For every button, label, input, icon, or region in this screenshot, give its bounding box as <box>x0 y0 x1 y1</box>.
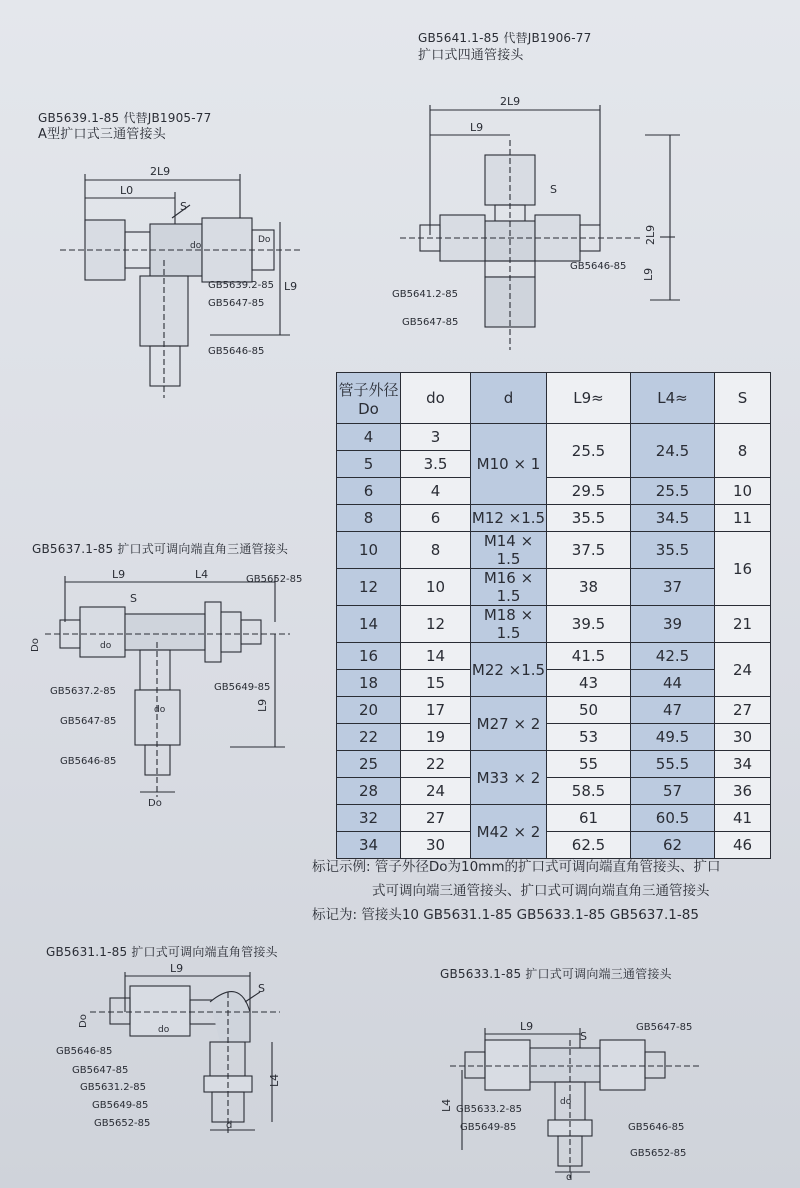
cell-do: 19 <box>401 724 471 751</box>
cell-d: M33 × 2 <box>471 751 547 805</box>
cell-L9: 41.5 <box>547 643 631 670</box>
cell-d: M14 × 1.5 <box>471 532 547 569</box>
standard-number: GB5641.1-85 代替JB1906-77 <box>418 31 592 45</box>
header-d: d <box>471 373 547 424</box>
drawing-title: GB5631.1-85 扩口式可调向端直角管接头 <box>46 945 278 959</box>
dim-label: L4 <box>440 1098 453 1112</box>
cell-L4: 44 <box>631 670 715 697</box>
cell-L4: 57 <box>631 778 715 805</box>
cell-Do: 25 <box>337 751 401 778</box>
dim-label: do <box>158 1025 170 1035</box>
header-S: S <box>715 373 771 424</box>
cell-S: 34 <box>715 751 771 778</box>
part-label: GB5646-85 <box>208 346 265 357</box>
part-label: GB5649-85 <box>460 1122 517 1133</box>
cell-L4: 42.5 <box>631 643 715 670</box>
dim-label: 2L9 <box>500 95 521 108</box>
cell-L4: 35.5 <box>631 532 715 569</box>
cell-L9: 62.5 <box>547 832 631 859</box>
cell-L4: 37 <box>631 569 715 606</box>
cell-L9: 53 <box>547 724 631 751</box>
cell-L9: 58.5 <box>547 778 631 805</box>
cell-L9: 61 <box>547 805 631 832</box>
cell-L4: 24.5 <box>631 424 715 478</box>
dim-label: S <box>580 1030 587 1043</box>
adjustable-elbow-tee-drawing <box>30 562 320 812</box>
header-Do: 管子外径 Do <box>337 373 401 424</box>
drawing-title: 扩口式四通管接头 <box>418 48 524 63</box>
cell-do: 15 <box>401 670 471 697</box>
cell-do: 30 <box>401 832 471 859</box>
cell-do: 27 <box>401 805 471 832</box>
cell-L4: 49.5 <box>631 724 715 751</box>
marking-example: 标记示例: 管子外径Do为10mm的扩口式可调向端直角管接头、扩口 <box>312 859 721 875</box>
cell-L9: 37.5 <box>547 532 631 569</box>
cell-Do: 22 <box>337 724 401 751</box>
cell-Do: 34 <box>337 832 401 859</box>
dim-label: S <box>180 200 187 213</box>
cell-do: 3.5 <box>401 451 471 478</box>
cell-S: 10 <box>715 478 771 505</box>
standard-number: GB5639.1-85 代替JB1905-77 <box>38 111 212 125</box>
cell-do: 22 <box>401 751 471 778</box>
part-label: GB5649-85 <box>92 1100 149 1111</box>
dimensions-table <box>336 372 771 859</box>
cell-L9: 35.5 <box>547 505 631 532</box>
cell-do: 8 <box>401 532 471 569</box>
part-label: GB5647-85 <box>72 1065 129 1076</box>
part-label: GB5652-85 <box>630 1148 687 1159</box>
cell-do: 6 <box>401 505 471 532</box>
marking-designation: 标记为: 管接头10 GB5631.1-85 GB5633.1-85 GB5637.1-85 <box>312 907 699 923</box>
cell-do: 24 <box>401 778 471 805</box>
dim-label: L9 <box>284 280 298 293</box>
cell-S: 8 <box>715 424 771 478</box>
cell-L4: 39 <box>631 606 715 643</box>
cell-L9: 43 <box>547 670 631 697</box>
dim-label: S <box>258 982 265 995</box>
part-label: GB5647-85 <box>636 1022 693 1033</box>
dim-label: L9 <box>520 1020 534 1033</box>
dim-label: L9 <box>470 121 484 134</box>
cell-S: 36 <box>715 778 771 805</box>
cell-L4: 34.5 <box>631 505 715 532</box>
part-label: GB5647-85 <box>208 298 265 309</box>
dim-label: L4 <box>195 568 209 581</box>
part-label: GB5646-85 <box>628 1122 685 1133</box>
cell-do: 4 <box>401 478 471 505</box>
cell-d: M27 × 2 <box>471 697 547 751</box>
dim-label: 2L9 <box>644 224 657 245</box>
cell-Do: 28 <box>337 778 401 805</box>
part-label: GB5647-85 <box>402 317 459 328</box>
part-label: GB5647-85 <box>60 716 117 727</box>
cell-L9: 29.5 <box>547 478 631 505</box>
dim-label: do <box>100 641 112 651</box>
part-label: GB5631.2-85 <box>80 1082 146 1093</box>
cell-Do: 10 <box>337 532 401 569</box>
marking-example-cont: 式可调向端三通管接头、扩口式可调向端直角三通管接头 <box>372 883 710 899</box>
dim-label: L9 <box>256 698 269 712</box>
drawing-title: A型扩口式三通管接头 <box>38 127 166 142</box>
cell-L9: 39.5 <box>547 606 631 643</box>
cell-Do: 16 <box>337 643 401 670</box>
dim-label: S <box>130 592 137 605</box>
part-label: GB5633.2-85 <box>456 1104 522 1115</box>
drawing-title: GB5633.1-85 扩口式可调向端三通管接头 <box>440 967 672 981</box>
cell-S: 30 <box>715 724 771 751</box>
cell-do: 10 <box>401 569 471 606</box>
cell-L9: 55 <box>547 751 631 778</box>
part-label: GB5646-85 <box>60 756 117 767</box>
dim-label: d <box>226 1120 233 1131</box>
cell-S: 27 <box>715 697 771 724</box>
adjustable-tee-drawing <box>430 1000 730 1182</box>
cell-S: 21 <box>715 606 771 643</box>
cell-Do: 6 <box>337 478 401 505</box>
cell-L9: 25.5 <box>547 424 631 478</box>
cell-Do: 4 <box>337 424 401 451</box>
cell-Do: 20 <box>337 697 401 724</box>
dim-label: L9 <box>170 962 184 975</box>
header-L9: L9≈ <box>547 373 631 424</box>
part-label: GB5646-85 <box>570 261 627 272</box>
dim-label: do <box>190 241 202 251</box>
cell-Do: 18 <box>337 670 401 697</box>
cell-do: 3 <box>401 424 471 451</box>
cell-S: 41 <box>715 805 771 832</box>
cell-L9: 38 <box>547 569 631 606</box>
cell-L4: 55.5 <box>631 751 715 778</box>
part-label: GB5639.2-85 <box>208 280 274 291</box>
cell-do: 14 <box>401 643 471 670</box>
dim-label: Do <box>148 798 162 809</box>
cell-L4: 60.5 <box>631 805 715 832</box>
part-label: GB5652-85 <box>94 1118 151 1129</box>
dim-label: Do <box>258 235 271 245</box>
part-label: GB5652-85 <box>246 574 303 585</box>
dim-label: do <box>154 705 166 715</box>
dim-label: do <box>560 1097 572 1107</box>
cell-d: M18 × 1.5 <box>471 606 547 643</box>
header-L4: L4≈ <box>631 373 715 424</box>
dim-label: L9 <box>112 568 126 581</box>
part-label: GB5649-85 <box>214 682 271 693</box>
dim-label: 2L9 <box>150 165 171 178</box>
cell-L9: 50 <box>547 697 631 724</box>
adjustable-elbow-drawing <box>50 962 320 1140</box>
cell-S: 24 <box>715 643 771 697</box>
header-do: do <box>401 373 471 424</box>
cell-L4: 62 <box>631 832 715 859</box>
cell-Do: 8 <box>337 505 401 532</box>
part-label: GB5646-85 <box>56 1046 113 1057</box>
cell-Do: 12 <box>337 569 401 606</box>
cell-Do: 32 <box>337 805 401 832</box>
cell-d: M22 ×1.5 <box>471 643 547 697</box>
dim-label: d <box>566 1172 573 1182</box>
cell-L4: 47 <box>631 697 715 724</box>
part-label: GB5637.2-85 <box>50 686 116 697</box>
dim-label: L0 <box>120 184 134 197</box>
dim-label: L9 <box>642 267 655 281</box>
drawing-title: GB5637.1-85 扩口式可调向端直角三通管接头 <box>32 542 289 556</box>
cell-d: M16 × 1.5 <box>471 569 547 606</box>
cell-S: 46 <box>715 832 771 859</box>
cell-d: M12 ×1.5 <box>471 505 547 532</box>
cell-S: 16 <box>715 532 771 606</box>
dim-label: L4 <box>268 1073 281 1087</box>
cell-S: 11 <box>715 505 771 532</box>
cell-Do: 14 <box>337 606 401 643</box>
dim-label: Do <box>78 1014 89 1028</box>
cell-do: 17 <box>401 697 471 724</box>
dim-label: S <box>550 183 557 196</box>
cell-L4: 25.5 <box>631 478 715 505</box>
cell-Do: 5 <box>337 451 401 478</box>
cross-fitting-drawing <box>390 85 690 355</box>
cell-d: M10 × 1 <box>471 424 547 505</box>
part-label: GB5641.2-85 <box>392 289 458 300</box>
cell-d: M42 × 2 <box>471 805 547 859</box>
tee-fitting-drawing <box>40 160 310 400</box>
cell-do: 12 <box>401 606 471 643</box>
dim-label: Do <box>30 638 41 652</box>
